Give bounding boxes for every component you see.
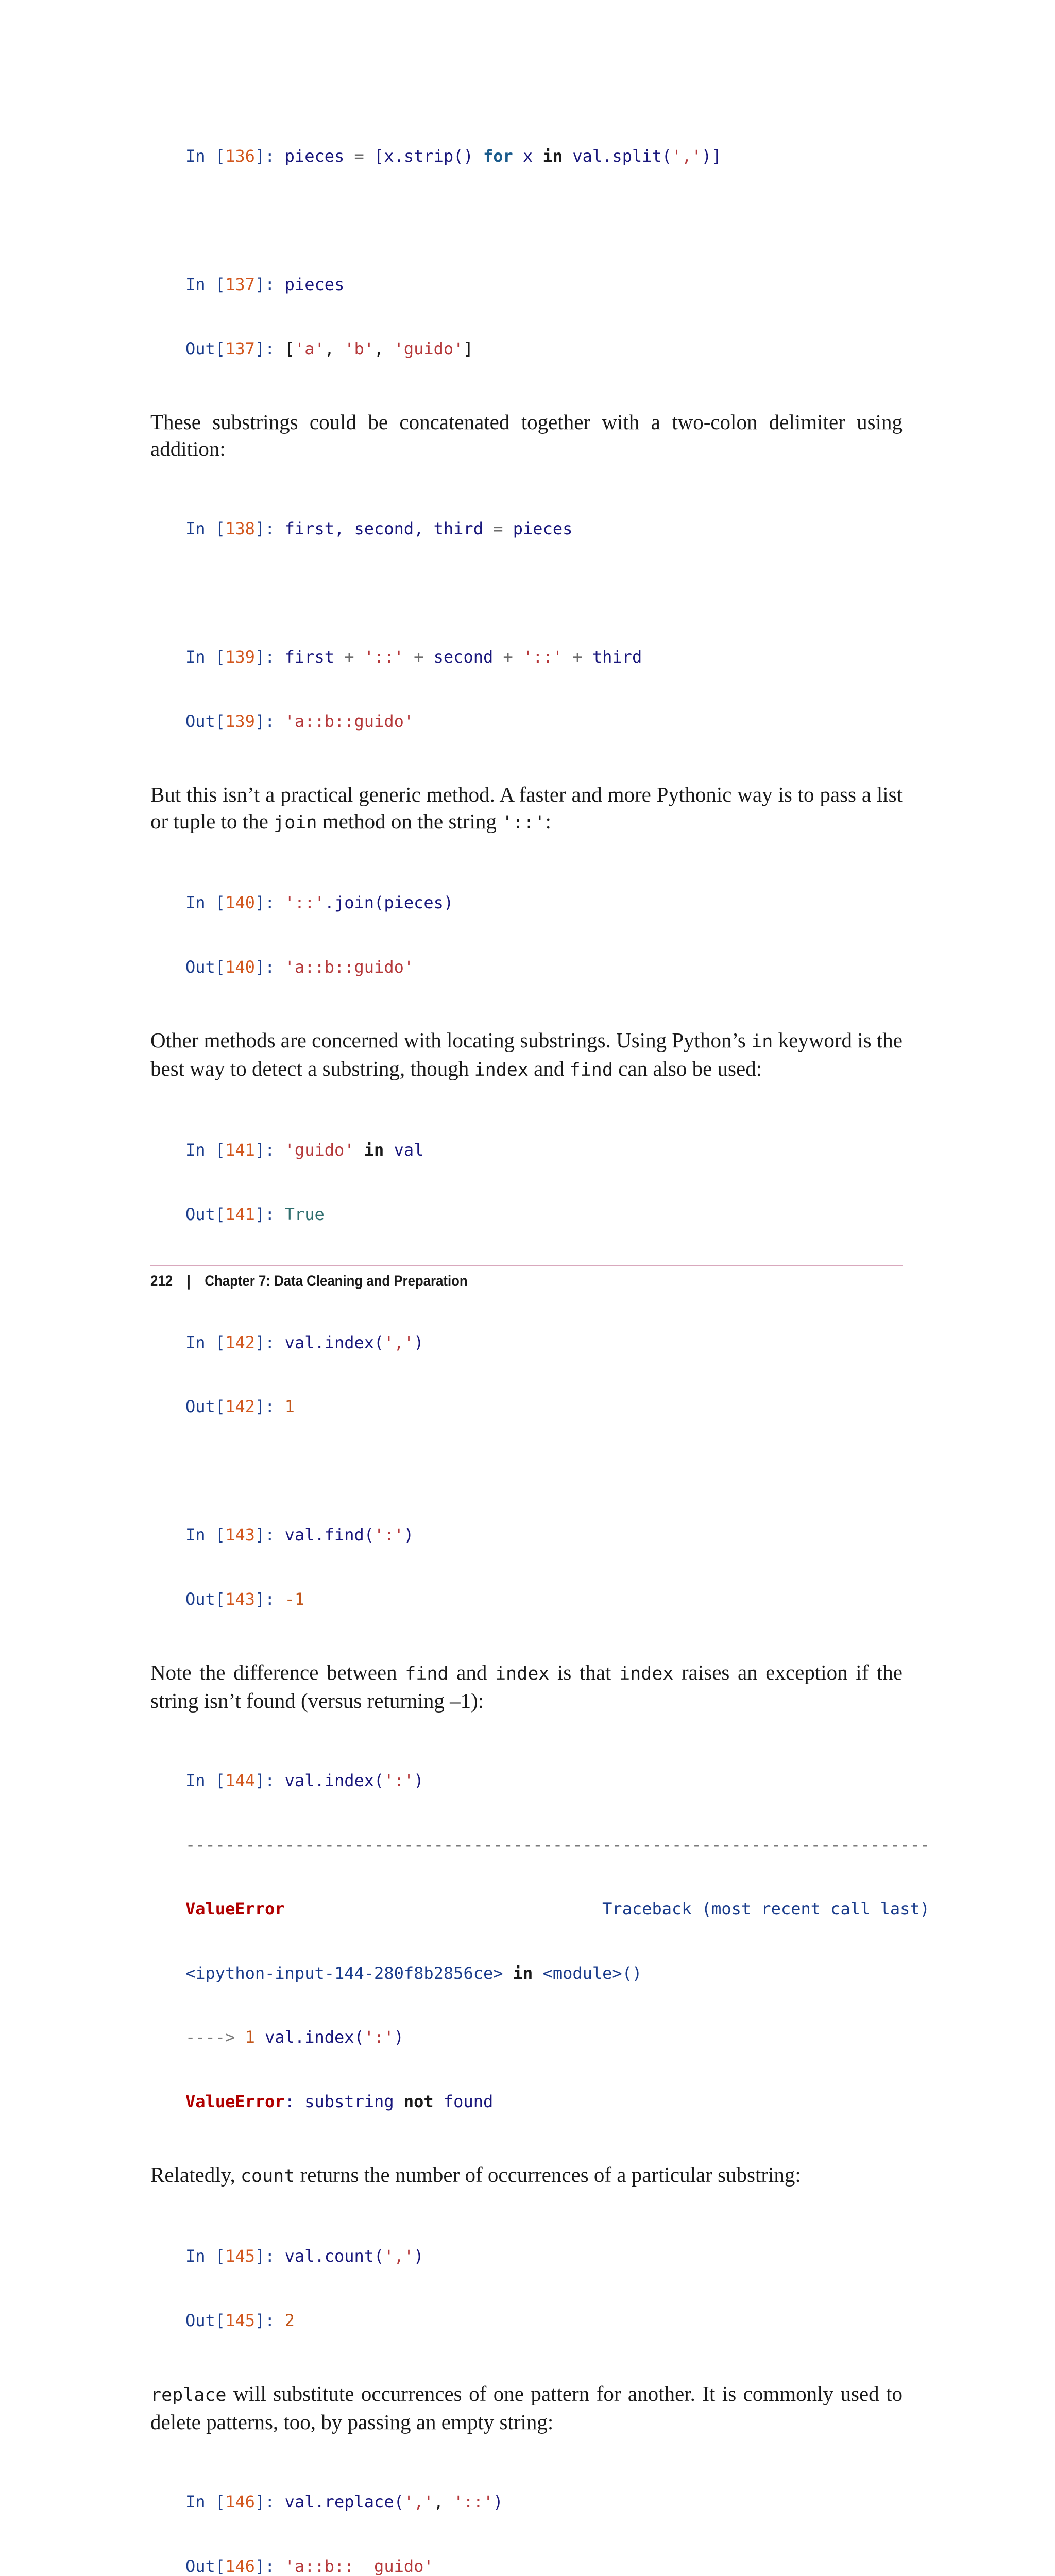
code-text: , xyxy=(434,2492,454,2512)
code-text: val.index( xyxy=(255,2027,364,2047)
code-line xyxy=(185,2027,903,2048)
string-literal: 'guido' xyxy=(285,1140,354,1160)
in-prompt: In [ xyxy=(185,1771,225,1790)
code-text: x xyxy=(513,146,543,166)
traceback-header: Traceback (most recent call last) xyxy=(285,1899,930,1919)
paragraph xyxy=(150,1659,903,1714)
prompt-close: ]: xyxy=(255,1525,285,1545)
prompt-close: ]: xyxy=(255,2492,285,2512)
prompt-number: 140 xyxy=(225,957,255,977)
traceback-arrow: ----> xyxy=(185,2027,245,2047)
code-text: ) xyxy=(394,2027,404,2047)
paragraph-text: and xyxy=(449,1660,495,1684)
paragraph-text: But this isn’t a practical generic method. A faster and more Pythonic way is to pass a list or tuple to the xyxy=(150,783,903,833)
string-literal: '::' xyxy=(285,893,325,912)
prompt-number: 144 xyxy=(225,1771,255,1790)
string-literal: ',' xyxy=(384,2246,414,2266)
code-text: first xyxy=(285,647,345,667)
prompt-close: ]: xyxy=(255,519,285,538)
code-block xyxy=(185,103,903,402)
inline-code: count xyxy=(241,2166,295,2187)
code-line xyxy=(185,1332,903,1354)
operator: + xyxy=(344,647,354,667)
in-prompt: In [ xyxy=(185,275,225,294)
output-value: 1 xyxy=(285,1397,295,1416)
code-text: pieces xyxy=(285,146,354,166)
operator: + xyxy=(503,647,513,667)
code-block xyxy=(185,2449,903,2576)
code-text: val.split( xyxy=(563,146,672,166)
footer-separator: | xyxy=(187,1273,191,1290)
in-prompt: In [ xyxy=(185,2492,225,2512)
out-prompt: Out[ xyxy=(185,957,225,977)
prompt-close: ]: xyxy=(255,275,285,294)
prompt-close: ]: xyxy=(255,146,285,166)
code-text: val.index( xyxy=(285,1771,384,1790)
paragraph xyxy=(150,781,903,836)
prompt-close: ]: xyxy=(255,1771,285,1790)
prompt-number: 143 xyxy=(225,1525,255,1545)
operator: = xyxy=(493,519,503,538)
code-block xyxy=(185,476,903,775)
code-text: <module>() xyxy=(533,1963,642,1983)
code-line xyxy=(185,1589,903,1611)
page-footer xyxy=(150,1273,468,1290)
prompt-number: 145 xyxy=(225,2311,255,2330)
paragraph-text: is that xyxy=(549,1660,619,1684)
code-text: : substring xyxy=(285,2092,404,2111)
code-text: val.count( xyxy=(285,2246,384,2266)
prompt-number: 140 xyxy=(225,893,255,912)
inline-code: join xyxy=(274,812,317,833)
keyword: for xyxy=(483,146,513,166)
page-number: 212 xyxy=(150,1273,173,1290)
keyword: in xyxy=(513,1963,533,1983)
operator: + xyxy=(572,647,582,667)
code-line xyxy=(185,1899,903,1920)
code-text: [ xyxy=(285,339,295,359)
prompt-number: 137 xyxy=(225,275,255,294)
string-literal: ':' xyxy=(374,1525,404,1545)
traceback-divider: --------------------------------------------------------------------------- xyxy=(185,1835,903,1856)
prompt-number: 138 xyxy=(225,519,255,538)
keyword: in xyxy=(543,146,563,166)
string-literal: '::' xyxy=(354,647,414,667)
string-literal: ',' xyxy=(404,2492,434,2512)
code-line xyxy=(185,647,903,668)
in-prompt: In [ xyxy=(185,146,225,166)
out-prompt: Out[ xyxy=(185,339,225,359)
prompt-number: 143 xyxy=(225,1589,255,1609)
prompt-number: 142 xyxy=(225,1333,255,1352)
prompt-number: 136 xyxy=(225,146,255,166)
prompt-close: ]: xyxy=(255,1333,285,1352)
code-text: ] xyxy=(463,339,473,359)
paragraph-text: method on the string xyxy=(317,809,502,833)
out-prompt: Out[ xyxy=(185,2556,225,2576)
paragraph-text: raises an exception if the string isn’t found (versus returning –1): xyxy=(150,1660,903,1713)
code-text: ) xyxy=(404,1525,414,1545)
page-content xyxy=(150,103,903,2576)
code-block xyxy=(185,1727,903,2155)
code-line xyxy=(185,1770,903,1792)
prompt-number: 142 xyxy=(225,1397,255,1416)
string-literal: 'a' xyxy=(295,339,325,359)
prompt-close: ]: xyxy=(255,2556,285,2576)
string-literal: 'b' xyxy=(344,339,374,359)
code-text: ) xyxy=(493,2492,503,2512)
code-line xyxy=(185,1204,903,1226)
code-text: val xyxy=(384,1140,423,1160)
code-text: ) xyxy=(414,1333,423,1352)
prompt-close: ]: xyxy=(255,1589,285,1609)
inline-code: '::' xyxy=(502,812,545,833)
prompt-number: 145 xyxy=(225,2246,255,2266)
inline-code: find xyxy=(570,1060,613,1080)
code-block xyxy=(185,850,903,1021)
prompt-close: ]: xyxy=(255,1205,285,1224)
prompt-number: 141 xyxy=(225,1140,255,1160)
prompt-close: ]: xyxy=(255,1397,285,1416)
line-number: 1 xyxy=(245,2027,255,2047)
code-text: , xyxy=(325,339,345,359)
in-prompt: In [ xyxy=(185,893,225,912)
prompt-number: 146 xyxy=(225,2492,255,2512)
in-prompt: In [ xyxy=(185,2246,225,2266)
code-line xyxy=(185,1140,903,1161)
code-text: ) xyxy=(414,1771,423,1790)
paragraph-text: can also be used: xyxy=(613,1057,762,1080)
code-line xyxy=(185,146,903,167)
code-text: found xyxy=(434,2092,494,2111)
code-line xyxy=(185,2492,903,2513)
in-prompt: In [ xyxy=(185,1140,225,1160)
inline-code: index xyxy=(495,1664,549,1684)
code-line xyxy=(185,711,903,733)
code-text: first, second, third xyxy=(285,519,494,538)
code-text: val.replace( xyxy=(285,2492,404,2512)
code-block xyxy=(185,1097,903,1653)
code-text: [x.strip() xyxy=(364,146,483,166)
footer-rule xyxy=(150,1265,903,1266)
paragraph xyxy=(150,1027,903,1083)
out-prompt: Out[ xyxy=(185,2311,225,2330)
out-prompt: Out[ xyxy=(185,1589,225,1609)
output-value: True xyxy=(285,1205,325,1224)
code-text: .join(pieces) xyxy=(325,893,453,912)
code-text: pieces xyxy=(503,519,573,538)
prompt-number: 139 xyxy=(225,647,255,667)
string-literal: 'a::b::guido' xyxy=(285,711,414,731)
inline-code: index xyxy=(474,1060,529,1080)
inline-code: in xyxy=(751,1031,773,1052)
prompt-number: 137 xyxy=(225,339,255,359)
string-literal: ',' xyxy=(672,146,702,166)
paragraph-text: Relatedly, xyxy=(150,2163,241,2187)
operator: + xyxy=(414,647,423,667)
code-line xyxy=(185,892,903,914)
inline-code: index xyxy=(619,1664,673,1684)
prompt-close: ]: xyxy=(255,2311,285,2330)
code-line xyxy=(185,2091,903,2113)
string-literal: ':' xyxy=(384,1771,414,1790)
code-text: ) xyxy=(414,2246,423,2266)
code-line xyxy=(185,957,903,978)
output-value: 2 xyxy=(285,2311,295,2330)
prompt-number: 141 xyxy=(225,1205,255,1224)
string-literal: '::' xyxy=(453,2492,493,2512)
inline-code: find xyxy=(405,1664,448,1684)
out-prompt: Out[ xyxy=(185,711,225,731)
code-line xyxy=(185,1396,903,1418)
paragraph-text: will substitute occurrences of one pattern for another. It is commonly used to delete patterns, too, by passing an empty string: xyxy=(150,2382,903,2434)
prompt-close: ]: xyxy=(255,711,285,731)
code-line xyxy=(185,2246,903,2267)
code-text: pieces xyxy=(285,275,345,294)
out-prompt: Out[ xyxy=(185,1397,225,1416)
string-literal: 'guido' xyxy=(394,339,464,359)
prompt-number: 139 xyxy=(225,711,255,731)
paragraph-text: : xyxy=(545,809,551,833)
inline-code: replace xyxy=(150,2385,227,2405)
in-prompt: In [ xyxy=(185,1525,225,1545)
code-line xyxy=(185,338,903,360)
out-prompt: Out[ xyxy=(185,1205,225,1224)
in-prompt: In [ xyxy=(185,1333,225,1352)
string-literal: 'a::b::guido' xyxy=(285,957,414,977)
prompt-number: 146 xyxy=(225,2556,255,2576)
paragraph-text: and xyxy=(529,1057,570,1080)
paragraph-text: returns the number of occurrences of a particular substring: xyxy=(295,2163,801,2187)
code-text: <ipython-input-144-280f8b2856ce> xyxy=(185,1963,513,1983)
code-text: third xyxy=(583,647,642,667)
string-literal: 'a::b:: guido' xyxy=(285,2556,434,2576)
paragraph-text: Note the difference between xyxy=(150,1660,405,1684)
paragraph-text: Other methods are concerned with locating substrings. Using Python’s xyxy=(150,1028,751,1052)
paragraph xyxy=(150,2161,903,2190)
code-text: , xyxy=(374,339,394,359)
code-line xyxy=(185,2556,903,2576)
code-line xyxy=(185,518,903,540)
code-text: val.index( xyxy=(285,1333,384,1352)
in-prompt: In [ xyxy=(185,519,225,538)
string-literal: '::' xyxy=(513,647,573,667)
keyword: not xyxy=(404,2092,434,2111)
output-value: -1 xyxy=(285,1589,305,1609)
code-line xyxy=(185,1963,903,1985)
prompt-close: ]: xyxy=(255,339,285,359)
error-name: ValueError xyxy=(185,2092,285,2111)
code-line xyxy=(185,274,903,296)
code-text: second xyxy=(423,647,503,667)
operator: = xyxy=(354,146,364,166)
prompt-close: ]: xyxy=(255,893,285,912)
string-literal: ':' xyxy=(364,2027,394,2047)
prompt-close: ]: xyxy=(255,647,285,667)
in-prompt: In [ xyxy=(185,647,225,667)
chapter-title: Chapter 7: Data Cleaning and Preparation xyxy=(205,1273,467,1290)
code-line xyxy=(185,2310,903,2332)
paragraph: These substrings could be concatenated together with a two-colon delimiter using addition: xyxy=(150,409,903,462)
code-text: )] xyxy=(702,146,722,166)
prompt-close: ]: xyxy=(255,2246,285,2266)
code-text: val.find( xyxy=(285,1525,374,1545)
error-name: ValueError xyxy=(185,1899,285,1919)
paragraph-text: keyword is the best way to detect a substring, though xyxy=(150,1028,903,1080)
paragraph xyxy=(150,2380,903,2435)
prompt-close: ]: xyxy=(255,957,285,977)
keyword: in xyxy=(364,1140,384,1160)
code-block xyxy=(185,2203,903,2374)
string-literal: ',' xyxy=(384,1333,414,1352)
prompt-close: ]: xyxy=(255,1140,285,1160)
code-line xyxy=(185,1524,903,1546)
